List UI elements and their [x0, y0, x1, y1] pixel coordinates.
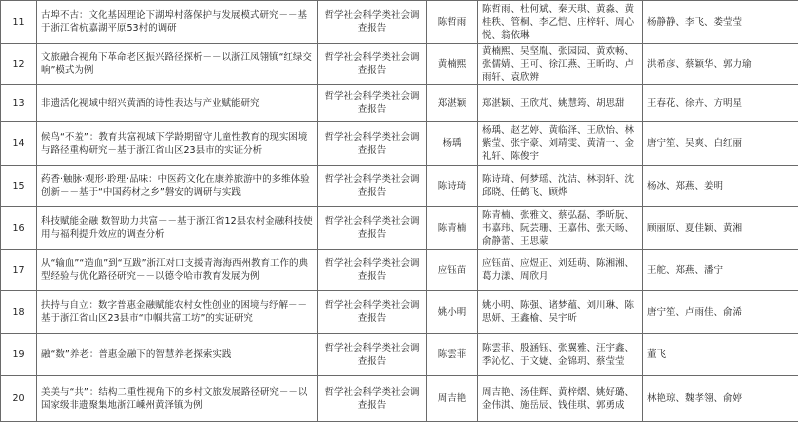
advisors: 林艳琼、魏孝翎、俞婷	[643, 376, 798, 422]
team-members: 应钰苗、应煜正、刘廷萌、陈湘湘、葛力漾、周欣月	[478, 250, 643, 291]
project-leader: 杨瑀	[427, 122, 478, 166]
project-type: 哲学社会科学类社会调查报告	[318, 1, 427, 44]
project-title: 美美与“共”：结构二重性视角下的乡村文旅发展路径研究－－以国家级非遗聚集地浙江嵊州黄泽镇为例	[37, 376, 318, 422]
team-members: 陈青楠、张雅文、蔡弘磊、季昕朊、韦嘉玮、阮芸珊、王嘉伟、张天旸、俞静蕾、王思蒙	[478, 207, 643, 250]
advisors: 唐宁笙、吴爽、白红丽	[643, 122, 798, 166]
project-leader: 陈诗琦	[427, 166, 478, 207]
project-number: 19	[1, 334, 37, 376]
project-number: 12	[1, 44, 37, 85]
team-members: 杨瑀、赵艺婷、黄临泽、王欣怡、林紫莹、张宇豪、刘靖雯、黄清一、金礼轩、陈俊宇	[478, 122, 643, 166]
project-type: 哲学社会科学类社会调查报告	[318, 291, 427, 334]
team-members: 郑湛颖、王欣芃、姚慧筠、胡思甜	[478, 85, 643, 122]
project-type: 哲学社会科学类社会调查报告	[318, 207, 427, 250]
advisors: 董飞	[643, 334, 798, 376]
project-type: 哲学社会科学类社会调查报告	[318, 334, 427, 376]
table-row	[1, 376, 798, 422]
table-row	[1, 291, 798, 334]
project-title: 非遗活化视域中绍兴黄酒的诗性表达与产业赋能研究	[37, 85, 318, 122]
table-row	[1, 207, 798, 250]
project-number: 14	[1, 122, 37, 166]
project-leader: 郑湛颖	[427, 85, 478, 122]
team-members: 周吉艳、汤佳辉、黄梓熠、姚好璐、金伟淇、施岳辰、钱佳琪、郭勇成	[478, 376, 643, 422]
project-number: 17	[1, 250, 37, 291]
project-leader: 应钰苗	[427, 250, 478, 291]
project-type: 哲学社会科学类社会调查报告	[318, 44, 427, 85]
advisors: 杨冰、郑燕、姜明	[643, 166, 798, 207]
project-type: 哲学社会科学类社会调查报告	[318, 376, 427, 422]
team-members: 陈哲雨、杜何斌、秦天琪、黄淼、黄桂秩、管桐、李乙恺、庄梓轩、周心悦、翁依琳	[478, 1, 643, 44]
project-number: 18	[1, 291, 37, 334]
project-title: 文旅融合视角下革命老区振兴路径探析－－以浙江凤翎镇“红绿交响”模式为例	[37, 44, 318, 85]
project-number: 15	[1, 166, 37, 207]
project-table-body	[1, 1, 798, 422]
project-type: 哲学社会科学类社会调查报告	[318, 85, 427, 122]
project-leader: 陈哲雨	[427, 1, 478, 44]
advisors: 唐宁笙、卢雨佳、俞浠	[643, 291, 798, 334]
project-number: 13	[1, 85, 37, 122]
project-leader: 黄楠熙	[427, 44, 478, 85]
project-title: 药香·触脉·观形·聆理·品味：中医药文化在康养旅游中的多维体验创新－－基于“中国药材之乡”磐安的调研与实践	[37, 166, 318, 207]
team-members: 黄楠熙、吴坚胤、张园园、黄欢畅、张儒婧、王可、徐江燕、王昕昀、卢雨轩、袁欣辨	[478, 44, 643, 85]
project-type: 哲学社会科学类社会调查报告	[318, 250, 427, 291]
project-title: 融“数”养老：普惠金融下的智慧养老探索实践	[37, 334, 318, 376]
project-title: 科技赋能金融 数智助力共富－－基于浙江省12县农村金融科技使用与福利提升效应的调查分析	[37, 207, 318, 250]
project-type: 哲学社会科学类社会调查报告	[318, 122, 427, 166]
table-row	[1, 166, 798, 207]
project-leader: 陈雲菲	[427, 334, 478, 376]
project-leader: 陈青楠	[427, 207, 478, 250]
advisors: 顾丽原、夏佳颖、黄湘	[643, 207, 798, 250]
project-number: 20	[1, 376, 37, 422]
team-members: 陈雲菲、殷涵钰、张翼雅、汪宇鑫、季沁忆、于文婕、金锦玥、蔡莹莹	[478, 334, 643, 376]
table-row	[1, 250, 798, 291]
project-title: 从“输血”“造血”到“互跋”浙江对口支援青海海西州教育工作的典型经验与优化路径研究－－以德令哈市教育发展为例	[37, 250, 318, 291]
table-row	[1, 1, 798, 44]
advisors: 洪希彦、蔡颖华、郭力瑜	[643, 44, 798, 85]
project-title: 扶持与自立：数字普惠金融赋能农村女性创业的困境与纾解－－基于浙江省山区23县市“巾帼共富工坊”的实证研究	[37, 291, 318, 334]
table-row	[1, 44, 798, 85]
team-members: 陈诗琦、何梦瑶、沈洁、林羽轩、沈邱晓、任鹤飞、顾烨	[478, 166, 643, 207]
project-leader: 姚小明	[427, 291, 478, 334]
project-number: 16	[1, 207, 37, 250]
advisors: 王春花、徐卉、方明星	[643, 85, 798, 122]
team-members: 姚小明、陈强、诸梦蕴、刘川琳、陈思妍、王鑫榆、吴宇昕	[478, 291, 643, 334]
project-leader: 周吉艳	[427, 376, 478, 422]
project-type: 哲学社会科学类社会调查报告	[318, 166, 427, 207]
table-row	[1, 85, 798, 122]
advisors: 王舵、郑燕、潘宁	[643, 250, 798, 291]
table-row	[1, 334, 798, 376]
project-title: 古埠不古：文化基因理论下湖埠村落保护与发展模式研究－－基于浙江省杭嘉湖平原53村的调研	[37, 1, 318, 44]
project-number: 11	[1, 1, 37, 44]
advisors: 杨静静、李飞、娄莹莹	[643, 1, 798, 44]
table-row	[1, 122, 798, 166]
project-title: 候鸟“不羞”：教育共富视域下学龄期留守儿童性教育的现实困境与路径重构研究－基于浙江省山区23县市的实证分析	[37, 122, 318, 166]
